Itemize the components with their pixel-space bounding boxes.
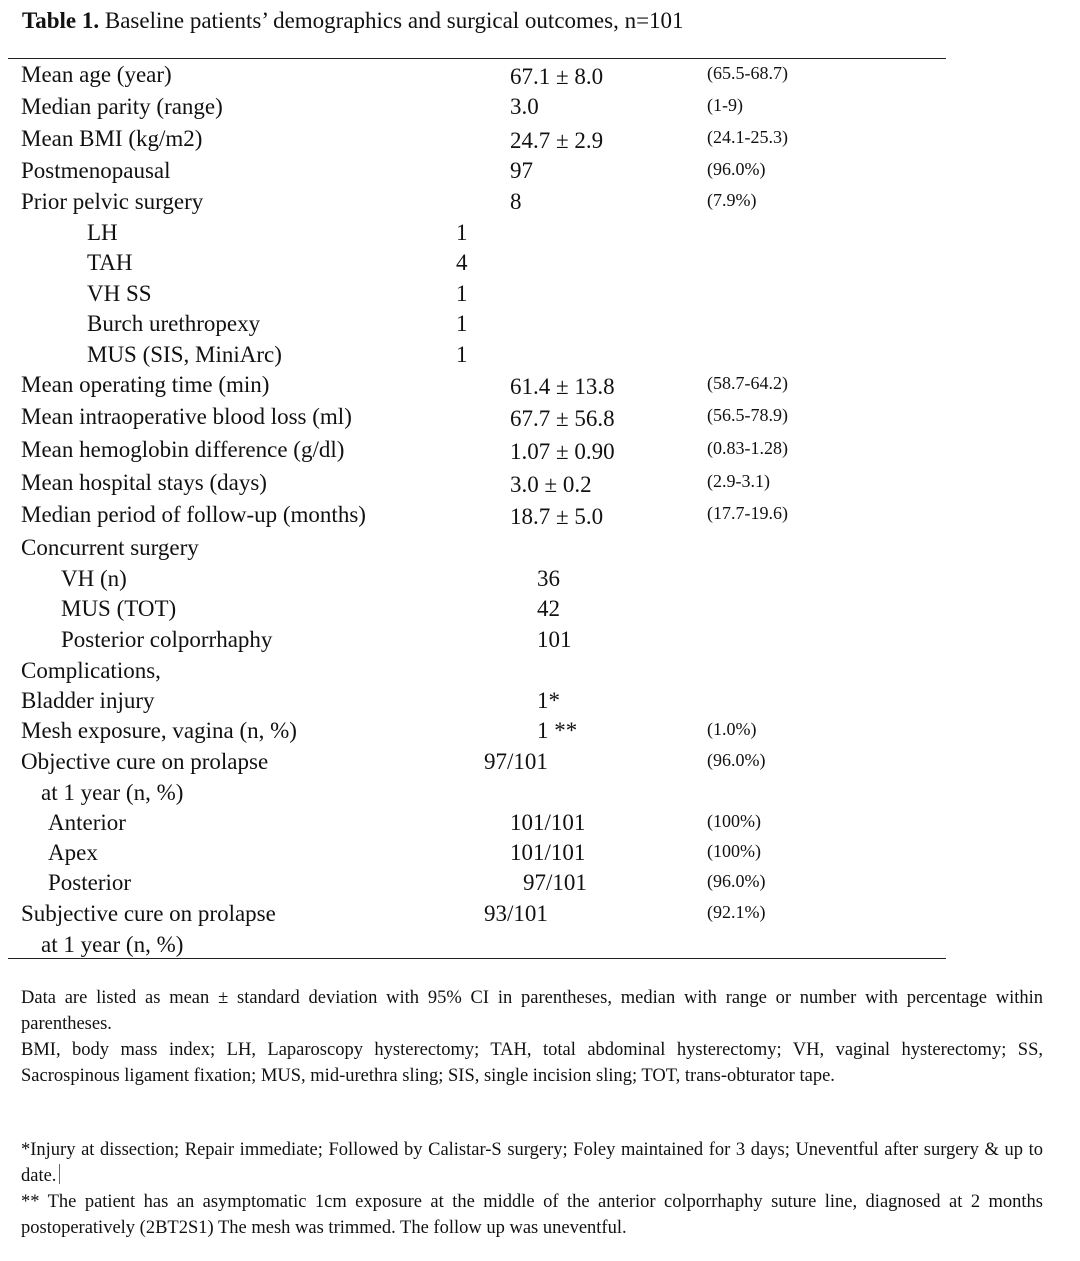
footnote-marks	[21, 1137, 1043, 1241]
table-row	[0, 749, 1000, 779]
table-row	[0, 901, 1000, 931]
table-row	[0, 372, 1000, 402]
row-value: 61.4 ± 13.8	[510, 374, 615, 399]
table-row	[0, 189, 1000, 219]
row-label: MUS (SIS, MiniArc)	[87, 342, 282, 367]
row-value: 4	[456, 250, 468, 275]
table-row	[0, 470, 1000, 500]
table-row	[0, 220, 1000, 250]
row-label: Median parity (range)	[21, 94, 223, 119]
row-value: 24.7 ± 2.9	[510, 128, 604, 153]
row-value: 8	[510, 189, 522, 214]
row-ci: (96.0%)	[707, 871, 766, 891]
row-value: 1	[456, 311, 468, 336]
row-value: 42	[537, 596, 560, 621]
table-row	[0, 94, 1000, 124]
table-row	[0, 437, 1000, 467]
row-ci: (100%)	[707, 811, 761, 831]
row-value: 67.7 ± 56.8	[510, 406, 615, 431]
footnote-mesh-exposure: ** The patient has an asymptomatic 1cm exposure at the middle of the anterior colporrhaphy suture line, diagnosed at 2 months postoperatively (2BT2S1) The mesh was trimmed. The follow up was uneventful.	[21, 1192, 1043, 1238]
row-value: 18.7 ± 5.0	[510, 504, 604, 529]
row-value: 36	[537, 566, 560, 591]
row-label: Mean operating time (min)	[21, 372, 270, 397]
row-value: 3.0	[510, 94, 539, 119]
row-label: LH	[87, 220, 118, 245]
row-ci: (100%)	[707, 841, 761, 861]
table-row	[0, 840, 1000, 870]
bottom-rule	[8, 958, 946, 959]
row-ci: (1.0%)	[707, 719, 757, 739]
table-row	[0, 627, 1000, 657]
row-label: at 1 year (n, %)	[41, 932, 184, 957]
row-label: TAH	[87, 250, 133, 275]
row-value: 3.0 ± 0.2	[510, 472, 592, 497]
table-row	[0, 404, 1000, 434]
row-value: 1	[456, 342, 468, 367]
row-value: 1	[456, 220, 468, 245]
row-ci: (96.0%)	[707, 159, 766, 179]
table-row	[0, 810, 1000, 840]
top-rule	[8, 58, 946, 59]
table-row	[0, 718, 1000, 748]
table-row	[0, 158, 1000, 188]
row-ci: (58.7-64.2)	[707, 373, 788, 393]
text-cursor	[59, 1164, 60, 1184]
table-caption: Baseline patients’ demographics and surgical outcomes, n=101	[104, 8, 684, 33]
row-label: Posterior	[48, 870, 132, 895]
row-value: 1	[456, 281, 468, 306]
row-ci: (96.0%)	[707, 750, 766, 770]
row-ci: (2.9-3.1)	[707, 471, 770, 491]
table-row	[0, 311, 1000, 341]
row-label: Bladder injury	[21, 688, 155, 713]
row-value: 97/101	[523, 870, 587, 895]
table-row	[0, 502, 1000, 532]
row-label: Apex	[48, 840, 98, 865]
table-title	[22, 8, 684, 34]
row-label: Mesh exposure, vagina (n, %)	[21, 718, 297, 743]
footnote-bladder-injury: *Injury at dissection; Repair immediate; Followed by Calistar-S surgery; Foley maintained for 3 days; Uneventful after surgery & up to date.	[21, 1140, 1043, 1186]
row-label: Mean BMI (kg/m2)	[21, 126, 203, 151]
row-label: Mean hemoglobin difference (g/dl)	[21, 437, 345, 462]
row-ci: (0.83-1.28)	[707, 438, 788, 458]
table-row	[0, 566, 1000, 596]
footnote-data-format: Data are listed as mean ± standard deviation with 95% CI in parentheses, median with range or number with percentage within parentheses.	[21, 988, 1043, 1034]
table-row	[0, 780, 1000, 810]
row-label: Posterior colporrhaphy	[61, 627, 273, 652]
row-value: 1*	[537, 688, 560, 713]
row-label: VH SS	[87, 281, 152, 306]
table-number: Table 1.	[22, 8, 100, 33]
footnote-abbrev	[21, 985, 1043, 1089]
row-label: Complications,	[21, 658, 161, 683]
table-row	[0, 658, 1000, 688]
row-value: 93/101	[484, 901, 548, 926]
row-label: Burch urethropexy	[87, 311, 261, 336]
table-row	[0, 62, 1000, 92]
row-ci: (17.7-19.6)	[707, 503, 788, 523]
row-value: 67.1 ± 8.0	[510, 64, 604, 89]
row-label: Subjective cure on prolapse	[21, 901, 276, 926]
row-value: 101	[537, 627, 572, 652]
table-row	[0, 250, 1000, 280]
table-row	[0, 535, 1000, 565]
table-row	[0, 281, 1000, 311]
row-ci: (24.1-25.3)	[707, 127, 788, 147]
row-label: Postmenopausal	[21, 158, 171, 183]
row-value: 101/101	[510, 840, 586, 865]
row-label: Mean age (year)	[21, 62, 172, 87]
row-label: VH (n)	[61, 566, 127, 591]
row-label: Objective cure on prolapse	[21, 749, 269, 774]
row-ci: (7.9%)	[707, 190, 757, 210]
row-label: MUS (TOT)	[61, 596, 177, 621]
table-row	[0, 126, 1000, 156]
row-ci: (65.5-68.7)	[707, 63, 788, 83]
row-label: Median period of follow-up (months)	[21, 502, 366, 527]
row-label: Prior pelvic surgery	[21, 189, 204, 214]
row-value: 97	[510, 158, 533, 183]
row-ci: (92.1%)	[707, 902, 766, 922]
table-row	[0, 688, 1000, 718]
row-value: 101/101	[510, 810, 586, 835]
row-value: 1.07 ± 0.90	[510, 439, 615, 464]
row-ci: (56.5-78.9)	[707, 405, 788, 425]
row-value: 97/101	[484, 749, 548, 774]
row-label: Anterior	[48, 810, 126, 835]
table-row	[0, 596, 1000, 626]
footnote-abbreviations: BMI, body mass index; LH, Laparoscopy hysterectomy; TAH, total abdominal hysterectomy; VH, vaginal hysterectomy; SS, Sacrospinous ligament fixation; MUS, mid-urethra sling; SIS, single incision sling; TOT, trans-obturator tape.	[21, 1040, 1043, 1086]
row-label: Mean intraoperative blood loss (ml)	[21, 404, 352, 429]
row-label: at 1 year (n, %)	[41, 780, 184, 805]
row-value: 1 **	[537, 718, 578, 743]
table-row	[0, 870, 1000, 900]
table-row	[0, 342, 1000, 372]
row-label: Concurrent surgery	[21, 535, 199, 560]
row-label: Mean hospital stays (days)	[21, 470, 267, 495]
row-ci: (1-9)	[707, 95, 743, 115]
